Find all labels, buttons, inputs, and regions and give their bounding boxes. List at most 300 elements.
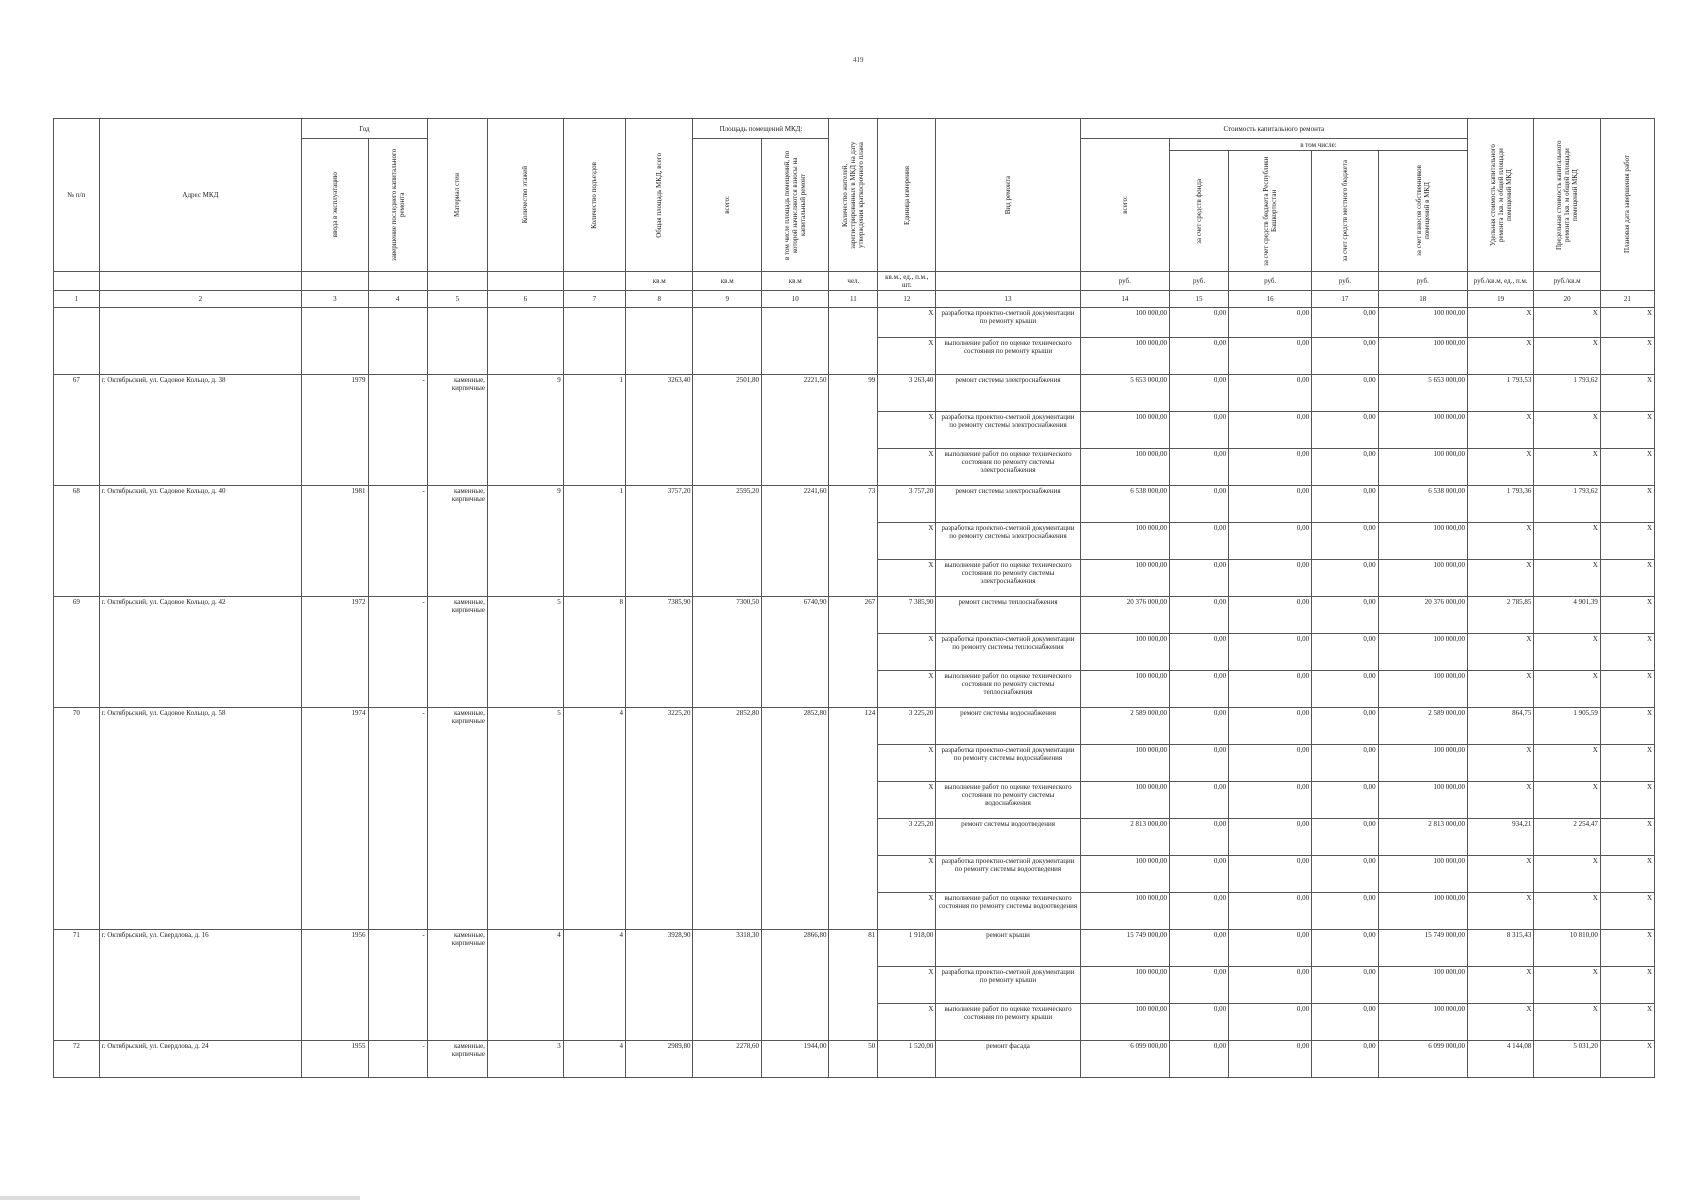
year-cell: 1955: [302, 1041, 368, 1078]
work-type-cell: ремонт системы водоотведения: [936, 819, 1080, 856]
header-cost-fund: за счет средств фонда: [1169, 151, 1228, 272]
entrances-cell: 4: [563, 930, 625, 1041]
empty-cell: [626, 308, 693, 375]
max-cost-cell: 1 905,59: [1534, 708, 1600, 745]
total-area-cell: 2989,80: [626, 1041, 693, 1078]
cost-fund-cell: 0,00: [1169, 308, 1228, 338]
cost-total-cell: 100 000,00: [1080, 412, 1169, 449]
cost-local-cell: 0,00: [1312, 967, 1378, 1004]
cost-total-cell: 2 813 000,00: [1080, 819, 1169, 856]
cost-total-cell: 100 000,00: [1080, 856, 1169, 893]
column-index-cell: 1: [54, 291, 100, 308]
table-row: [54, 1041, 1655, 1078]
material-cell: каменные, кирпичные: [427, 1041, 487, 1078]
floors-cell: 3: [487, 1041, 563, 1078]
planned-date-cell: X: [1600, 338, 1654, 375]
empty-cell: [99, 308, 301, 375]
planned-date-cell: X: [1600, 745, 1654, 782]
last-repair-cell: -: [368, 597, 427, 708]
year-cell: 1972: [302, 597, 368, 708]
material-cell: каменные, кирпичные: [427, 708, 487, 930]
header-premises-total: всего:: [693, 139, 762, 272]
cost-fund-cell: 0,00: [1169, 819, 1228, 856]
row-number: 71: [54, 930, 100, 1041]
measure-cell: X: [878, 671, 936, 708]
unit-cost-cell: 2 785,85: [1467, 597, 1533, 634]
planned-date-cell: X: [1600, 893, 1654, 930]
header-wall-material: Материал стен: [427, 119, 487, 272]
header-year-last-repair: завершение последнего капитального ремонта: [368, 139, 427, 272]
material-cell: каменные, кирпичные: [427, 486, 487, 597]
work-type-cell: выполнение работ по оценке технического состояния по ремонту крыши: [936, 338, 1080, 375]
cost-local-cell: 0,00: [1312, 782, 1378, 819]
max-cost-cell: X: [1534, 671, 1600, 708]
work-type-cell: ремонт системы электроснабжения: [936, 486, 1080, 523]
cost-republic-cell: 0,00: [1229, 560, 1312, 597]
measure-cell: 7 385,90: [878, 597, 936, 634]
work-type-cell: разработка проектно-сметной документации по ремонту системы теплоснабжения: [936, 634, 1080, 671]
unit-18: руб.: [1378, 272, 1467, 291]
unit-cost-cell: X: [1467, 967, 1533, 1004]
year-cell: 1979: [302, 375, 368, 486]
empty-cell: [693, 308, 762, 375]
entrances-cell: 8: [563, 597, 625, 708]
table-row: [54, 375, 1655, 412]
planned-date-cell: X: [1600, 930, 1654, 967]
cost-total-cell: 2 589 000,00: [1080, 708, 1169, 745]
cost-owners-cell: 100 000,00: [1378, 338, 1467, 375]
table-row: [54, 597, 1655, 634]
max-cost-cell: X: [1534, 782, 1600, 819]
premises-area-cell: 7300,50: [693, 597, 762, 708]
cost-fund-cell: 0,00: [1169, 930, 1228, 967]
cost-local-cell: 0,00: [1312, 375, 1378, 412]
premises-area-cell: 2501,80: [693, 375, 762, 486]
cost-republic-cell: 0,00: [1229, 449, 1312, 486]
cost-total-cell: 20 376 000,00: [1080, 597, 1169, 634]
unit-cost-cell: X: [1467, 893, 1533, 930]
total-area-cell: 7385,90: [626, 597, 693, 708]
planned-date-cell: X: [1600, 1041, 1654, 1078]
empty-cell: [427, 308, 487, 375]
max-cost-cell: X: [1534, 523, 1600, 560]
header-max-cost: Предельная стоимость капитального ремонта 1кв. м общей площади помещений МКД: [1534, 119, 1600, 272]
header-work-type: Вид ремонта: [936, 119, 1080, 272]
planned-date-cell: X: [1600, 856, 1654, 893]
measure-cell: X: [878, 634, 936, 671]
cost-fund-cell: 0,00: [1169, 338, 1228, 375]
last-repair-cell: -: [368, 708, 427, 930]
measure-cell: 3 757,20: [878, 486, 936, 523]
material-cell: каменные, кирпичные: [427, 597, 487, 708]
cost-republic-cell: 0,00: [1229, 412, 1312, 449]
cost-owners-cell: 2 589 000,00: [1378, 708, 1467, 745]
cost-total-cell: 6 099 000,00: [1080, 1041, 1169, 1078]
cost-local-cell: 0,00: [1312, 308, 1378, 338]
planned-date-cell: X: [1600, 708, 1654, 745]
cost-owners-cell: 6 099 000,00: [1378, 1041, 1467, 1078]
cost-local-cell: 0,00: [1312, 338, 1378, 375]
cost-local-cell: 0,00: [1312, 745, 1378, 782]
planned-date-cell: X: [1600, 1004, 1654, 1041]
header-floors: Количество этажей: [487, 119, 563, 272]
cost-republic-cell: 0,00: [1229, 1041, 1312, 1078]
total-area-cell: 3757,20: [626, 486, 693, 597]
row-number: 69: [54, 597, 100, 708]
entrances-cell: 4: [563, 1041, 625, 1078]
cost-owners-cell: 100 000,00: [1378, 308, 1467, 338]
work-type-cell: выполнение работ по оценке технического состояния по ремонту системы электроснабжения: [936, 449, 1080, 486]
row-number: 68: [54, 486, 100, 597]
header-unit-cost: Удельная стоимость капитального ремонта 1кв. м общей площади помещений МКД: [1467, 119, 1533, 272]
material-cell: каменные, кирпичные: [427, 375, 487, 486]
address-cell: г. Октябрьский, ул. Садовое Кольцо, д. 40: [99, 486, 301, 597]
unit-cost-cell: X: [1467, 449, 1533, 486]
measure-cell: X: [878, 308, 936, 338]
column-index-cell: 16: [1229, 291, 1312, 308]
cost-owners-cell: 15 749 000,00: [1378, 930, 1467, 967]
column-index-cell: 15: [1169, 291, 1228, 308]
cost-republic-cell: 0,00: [1229, 375, 1312, 412]
cost-local-cell: 0,00: [1312, 930, 1378, 967]
max-cost-cell: X: [1534, 634, 1600, 671]
address-cell: г. Октябрьский, ул. Садовое Кольцо, д. 58: [99, 708, 301, 930]
header-premises-charged: в том числе площадь помещений, по которой начисляются взносы на капитальный ремонт: [761, 139, 828, 272]
charged-area-cell: 2241,60: [761, 486, 828, 597]
work-type-cell: разработка проектно-сметной документации по ремонту системы электроснабжения: [936, 412, 1080, 449]
planned-date-cell: X: [1600, 819, 1654, 856]
cost-owners-cell: 100 000,00: [1378, 523, 1467, 560]
unit-cost-cell: 1 793,36: [1467, 486, 1533, 523]
max-cost-cell: X: [1534, 856, 1600, 893]
planned-date-cell: X: [1600, 412, 1654, 449]
cost-owners-cell: 100 000,00: [1378, 634, 1467, 671]
total-area-cell: 3928,90: [626, 930, 693, 1041]
cost-republic-cell: 0,00: [1229, 893, 1312, 930]
work-type-cell: ремонт системы водоснабжения: [936, 708, 1080, 745]
measure-cell: X: [878, 449, 936, 486]
column-index-cell: 4: [368, 291, 427, 308]
measure-cell: X: [878, 560, 936, 597]
floors-cell: 9: [487, 375, 563, 486]
cost-local-cell: 0,00: [1312, 1041, 1378, 1078]
cost-total-cell: 6 538 000,00: [1080, 486, 1169, 523]
charged-area-cell: 2221,50: [761, 375, 828, 486]
max-cost-cell: 1 793,62: [1534, 375, 1600, 412]
cost-fund-cell: 0,00: [1169, 412, 1228, 449]
year-cell: 1974: [302, 708, 368, 930]
planned-date-cell: X: [1600, 449, 1654, 486]
measure-cell: X: [878, 745, 936, 782]
table-row: [54, 486, 1655, 523]
floors-cell: 9: [487, 486, 563, 597]
address-cell: г. Октябрьский, ул. Садовое Кольцо, д. 38: [99, 375, 301, 486]
header-planned-date: Плановая дата завершения работ: [1600, 119, 1654, 291]
column-index-cell: 3: [302, 291, 368, 308]
cost-republic-cell: 0,00: [1229, 486, 1312, 523]
row-number: 70: [54, 708, 100, 930]
cost-fund-cell: 0,00: [1169, 375, 1228, 412]
last-repair-cell: -: [368, 930, 427, 1041]
column-index-cell: 8: [626, 291, 693, 308]
measure-cell: X: [878, 856, 936, 893]
column-index-cell: 20: [1534, 291, 1600, 308]
cost-owners-cell: 100 000,00: [1378, 1004, 1467, 1041]
cost-republic-cell: 0,00: [1229, 856, 1312, 893]
measure-cell: 3 225,20: [878, 708, 936, 745]
cost-local-cell: 0,00: [1312, 671, 1378, 708]
address-cell: г. Октябрьский, ул. Садовое Кольцо, д. 42: [99, 597, 301, 708]
header-cost-local: за счет средств местного бюджета: [1312, 151, 1378, 272]
measure-cell: X: [878, 412, 936, 449]
max-cost-cell: X: [1534, 1004, 1600, 1041]
header-address: Адрес МКД: [99, 119, 301, 272]
header-residents: Количество жителей, зарегистрированных в МКД на дату утверждения краткосрочного плана: [829, 119, 878, 272]
cost-fund-cell: 0,00: [1169, 967, 1228, 1004]
cost-total-cell: 15 749 000,00: [1080, 930, 1169, 967]
cost-owners-cell: 5 653 000,00: [1378, 375, 1467, 412]
header-total-area: Общая площадь МКД, всего: [626, 119, 693, 272]
cost-republic-cell: 0,00: [1229, 597, 1312, 634]
table-body: [54, 308, 1655, 1078]
cost-republic-cell: 0,00: [1229, 745, 1312, 782]
premises-area-cell: 2595,20: [693, 486, 762, 597]
column-index-cell: 19: [1467, 291, 1533, 308]
cost-owners-cell: 100 000,00: [1378, 967, 1467, 1004]
unit-cost-cell: X: [1467, 745, 1533, 782]
cost-total-cell: 100 000,00: [1080, 745, 1169, 782]
cost-fund-cell: 0,00: [1169, 597, 1228, 634]
row-number: 67: [54, 375, 100, 486]
cost-local-cell: 0,00: [1312, 560, 1378, 597]
max-cost-cell: 5 031,20: [1534, 1041, 1600, 1078]
cost-local-cell: 0,00: [1312, 893, 1378, 930]
planned-date-cell: X: [1600, 486, 1654, 523]
capital-repair-table-wrapper: [53, 118, 1655, 1078]
cost-total-cell: 100 000,00: [1080, 308, 1169, 338]
column-index-cell: 2: [99, 291, 301, 308]
planned-date-cell: X: [1600, 523, 1654, 560]
column-index-cell: 12: [878, 291, 936, 308]
charged-area-cell: 1944,00: [761, 1041, 828, 1078]
measure-cell: X: [878, 338, 936, 375]
table-row: [54, 708, 1655, 745]
empty-cell: [487, 308, 563, 375]
cost-fund-cell: 0,00: [1169, 671, 1228, 708]
empty-cell: [368, 308, 427, 375]
residents-cell: 99: [829, 375, 878, 486]
max-cost-cell: 4 901,39: [1534, 597, 1600, 634]
unit-11: чел.: [829, 272, 878, 291]
unit-cost-cell: X: [1467, 634, 1533, 671]
residents-cell: 124: [829, 708, 878, 930]
unit-cost-cell: X: [1467, 671, 1533, 708]
cost-local-cell: 0,00: [1312, 1004, 1378, 1041]
work-type-cell: выполнение работ по оценке технического состояния по ремонту системы водоотведения: [936, 893, 1080, 930]
last-repair-cell: -: [368, 1041, 427, 1078]
empty-cell: [302, 308, 368, 375]
cost-total-cell: 100 000,00: [1080, 1004, 1169, 1041]
max-cost-cell: X: [1534, 745, 1600, 782]
header-entrances: Количество подъездов: [563, 119, 625, 272]
work-type-cell: выполнение работ по оценке технического состояния по ремонту системы теплоснабжения: [936, 671, 1080, 708]
material-cell: каменные, кирпичные: [427, 930, 487, 1041]
cost-local-cell: 0,00: [1312, 486, 1378, 523]
header-cost-owners: за счет взносов собственников помещений в МКД: [1378, 151, 1467, 272]
table-row: [54, 308, 1655, 338]
unit-cost-cell: 8 315,43: [1467, 930, 1533, 967]
cost-local-cell: 0,00: [1312, 523, 1378, 560]
total-area-cell: 3263,40: [626, 375, 693, 486]
cost-fund-cell: 0,00: [1169, 634, 1228, 671]
measure-cell: X: [878, 782, 936, 819]
residents-cell: 73: [829, 486, 878, 597]
column-index-cell: 13: [936, 291, 1080, 308]
planned-date-cell: X: [1600, 782, 1654, 819]
work-type-cell: ремонт крыши: [936, 930, 1080, 967]
cost-republic-cell: 0,00: [1229, 634, 1312, 671]
column-index-cell: 14: [1080, 291, 1169, 308]
unit-17: руб.: [1312, 272, 1378, 291]
unit-15: руб.: [1169, 272, 1228, 291]
floors-cell: 5: [487, 597, 563, 708]
unit-cost-cell: X: [1467, 856, 1533, 893]
measure-cell: 3 263,40: [878, 375, 936, 412]
cost-fund-cell: 0,00: [1169, 560, 1228, 597]
cost-fund-cell: 0,00: [1169, 449, 1228, 486]
cost-total-cell: 100 000,00: [1080, 338, 1169, 375]
cost-owners-cell: 100 000,00: [1378, 782, 1467, 819]
page-number: 419: [853, 56, 864, 64]
work-type-cell: ремонт системы электроснабжения: [936, 375, 1080, 412]
cost-republic-cell: 0,00: [1229, 671, 1312, 708]
work-type-cell: выполнение работ по оценке технического состояния по ремонту крыши: [936, 1004, 1080, 1041]
cost-total-cell: 100 000,00: [1080, 560, 1169, 597]
planned-date-cell: X: [1600, 597, 1654, 634]
column-index-cell: 6: [487, 291, 563, 308]
cost-owners-cell: 100 000,00: [1378, 449, 1467, 486]
max-cost-cell: X: [1534, 308, 1600, 338]
column-index-cell: 18: [1378, 291, 1467, 308]
header-cost-total: всего:: [1080, 139, 1169, 272]
year-cell: 1981: [302, 486, 368, 597]
measure-cell: X: [878, 967, 936, 1004]
max-cost-cell: X: [1534, 338, 1600, 375]
residents-cell: 50: [829, 1041, 878, 1078]
cost-total-cell: 100 000,00: [1080, 634, 1169, 671]
cost-total-cell: 100 000,00: [1080, 893, 1169, 930]
empty-cell: [563, 308, 625, 375]
cost-fund-cell: 0,00: [1169, 523, 1228, 560]
planned-date-cell: X: [1600, 671, 1654, 708]
header-incl: в том числе:: [1169, 139, 1467, 151]
last-repair-cell: -: [368, 375, 427, 486]
measure-cell: 3 225,20: [878, 819, 936, 856]
cost-fund-cell: 0,00: [1169, 708, 1228, 745]
unit-cost-cell: X: [1467, 412, 1533, 449]
charged-area-cell: 6740,90: [761, 597, 828, 708]
unit-cost-cell: 934,21: [1467, 819, 1533, 856]
capital-repair-table: [53, 118, 1655, 1078]
unit-cost-cell: X: [1467, 338, 1533, 375]
header-unit: Единица измерения: [878, 119, 936, 272]
planned-date-cell: X: [1600, 634, 1654, 671]
total-area-cell: 3225,20: [626, 708, 693, 930]
column-index-cell: 21: [1600, 291, 1654, 308]
cost-owners-cell: 100 000,00: [1378, 671, 1467, 708]
cost-republic-cell: 0,00: [1229, 930, 1312, 967]
work-type-cell: выполнение работ по оценке технического состояния по ремонту системы электроснабжения: [936, 560, 1080, 597]
residents-cell: 267: [829, 597, 878, 708]
unit-8: кв.м: [626, 272, 693, 291]
column-index-cell: 10: [761, 291, 828, 308]
entrances-cell: 1: [563, 375, 625, 486]
cost-fund-cell: 0,00: [1169, 893, 1228, 930]
cost-republic-cell: 0,00: [1229, 782, 1312, 819]
measure-cell: 1 918,00: [878, 930, 936, 967]
residents-cell: 81: [829, 930, 878, 1041]
work-type-cell: ремонт фасада: [936, 1041, 1080, 1078]
cost-republic-cell: 0,00: [1229, 708, 1312, 745]
max-cost-cell: X: [1534, 449, 1600, 486]
column-index-cell: 5: [427, 291, 487, 308]
column-index-cell: 17: [1312, 291, 1378, 308]
premises-area-cell: 3318,30: [693, 930, 762, 1041]
floors-cell: 4: [487, 930, 563, 1041]
cost-total-cell: 100 000,00: [1080, 449, 1169, 486]
max-cost-cell: 1 793,62: [1534, 486, 1600, 523]
row-number: 72: [54, 1041, 100, 1078]
unit-14: руб.: [1080, 272, 1169, 291]
cost-republic-cell: 0,00: [1229, 523, 1312, 560]
cost-fund-cell: 0,00: [1169, 1041, 1228, 1078]
cost-total-cell: 5 653 000,00: [1080, 375, 1169, 412]
max-cost-cell: 10 810,00: [1534, 930, 1600, 967]
cost-republic-cell: 0,00: [1229, 1004, 1312, 1041]
entrances-cell: 4: [563, 708, 625, 930]
charged-area-cell: 2852,80: [761, 708, 828, 930]
table-row: [54, 930, 1655, 967]
cost-local-cell: 0,00: [1312, 449, 1378, 486]
measure-cell: X: [878, 893, 936, 930]
header-year-group: Год: [302, 119, 428, 139]
max-cost-cell: X: [1534, 893, 1600, 930]
cost-local-cell: 0,00: [1312, 412, 1378, 449]
work-type-cell: разработка проектно-сметной документации по ремонту системы водоотведения: [936, 856, 1080, 893]
cost-owners-cell: 2 813 000,00: [1378, 819, 1467, 856]
unit-cost-cell: X: [1467, 560, 1533, 597]
unit-16: руб.: [1229, 272, 1312, 291]
cost-fund-cell: 0,00: [1169, 486, 1228, 523]
cost-republic-cell: 0,00: [1229, 308, 1312, 338]
unit-cost-cell: X: [1467, 1004, 1533, 1041]
max-cost-cell: X: [1534, 560, 1600, 597]
last-repair-cell: -: [368, 486, 427, 597]
charged-area-cell: 2866,80: [761, 930, 828, 1041]
cost-republic-cell: 0,00: [1229, 967, 1312, 1004]
cost-local-cell: 0,00: [1312, 708, 1378, 745]
cost-local-cell: 0,00: [1312, 819, 1378, 856]
entrances-cell: 1: [563, 486, 625, 597]
cost-owners-cell: 100 000,00: [1378, 412, 1467, 449]
unit-12: кв.м., ед., п.м., шт.: [878, 272, 936, 291]
unit-10: кв.м: [761, 272, 828, 291]
cost-fund-cell: 0,00: [1169, 782, 1228, 819]
year-cell: 1956: [302, 930, 368, 1041]
cost-local-cell: 0,00: [1312, 597, 1378, 634]
cost-total-cell: 100 000,00: [1080, 967, 1169, 1004]
work-type-cell: разработка проектно-сметной документации по ремонту системы водоснабжения: [936, 745, 1080, 782]
